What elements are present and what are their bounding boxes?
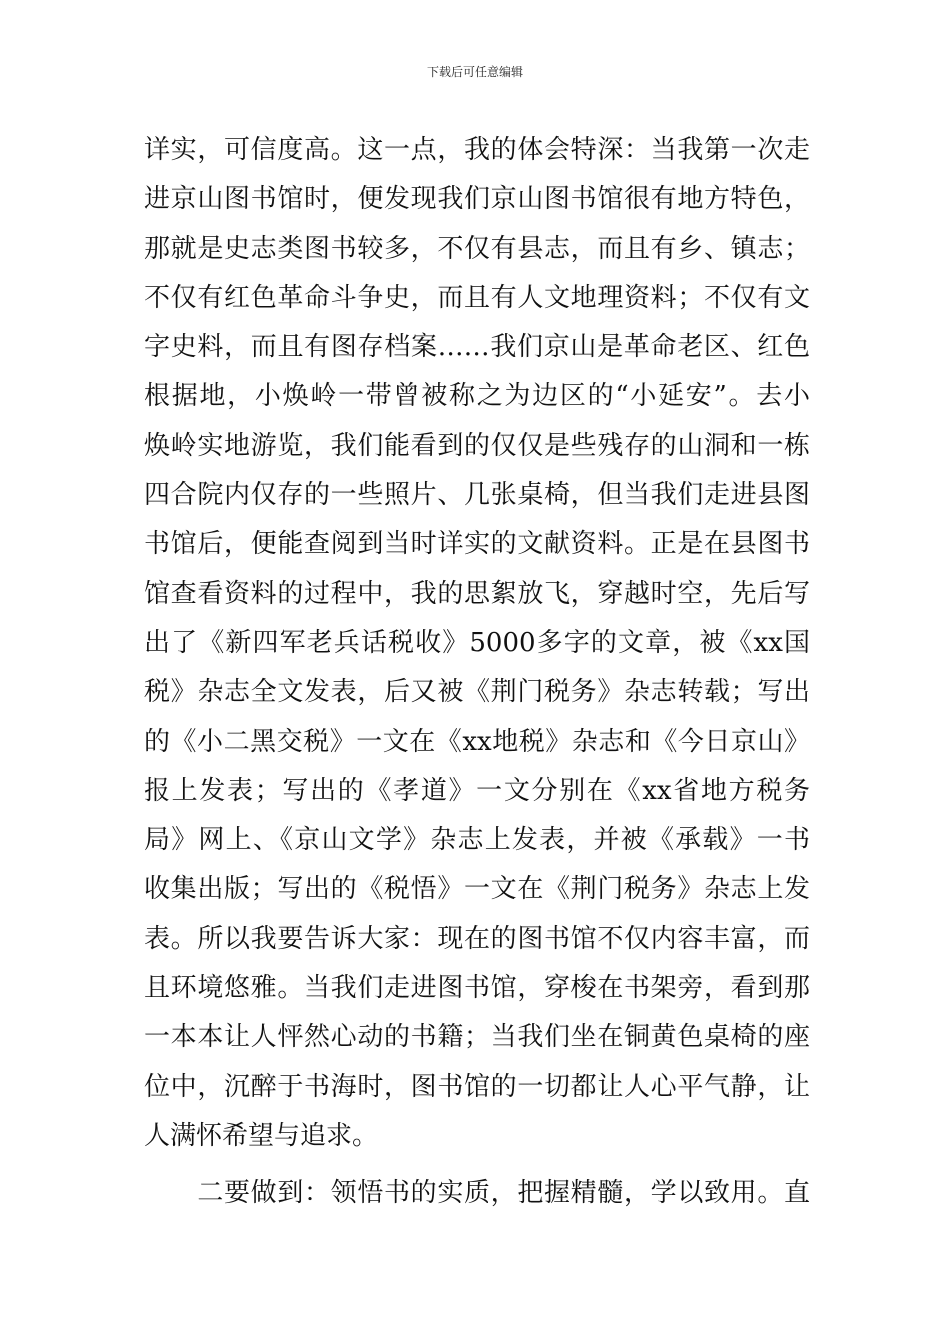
text-line: 一本本让人怦然心动的书籍；当我们坐在铜黄色桌椅的座 bbox=[144, 1022, 810, 1053]
paragraph-1 bbox=[144, 126, 810, 1161]
paragraph-2 bbox=[144, 1169, 810, 1218]
text-line: 进京山图书馆时，便发现我们京山图书馆很有地方特色， bbox=[144, 184, 810, 215]
page-header: 下载后可任意编辑 bbox=[426, 65, 523, 79]
text-line: 二要做到：领悟书的实质，把握精髓，学以致用。直 bbox=[144, 1178, 810, 1209]
text-line: 不仅有红色革命斗争史，而且有人文地理资料；不仅有文 bbox=[144, 282, 810, 313]
text-line: 焕岭实地游览，我们能看到的仅仅是些残存的山洞和一栋 bbox=[144, 430, 810, 461]
text-line: 那就是史志类图书较多，不仅有县志，而且有乡、镇志； bbox=[144, 233, 810, 264]
text-line: 详实，可信度高。这一点，我的体会特深：当我第一次走 bbox=[144, 135, 810, 165]
text-line: 位中，沉醉于书海时，图书馆的一切都让人心平气静，让 bbox=[144, 1071, 810, 1102]
text-line: 人满怀希望与追求。 bbox=[144, 1120, 379, 1151]
text-line: 字史料，而且有图存档案……我们京山是革命老区、红色 bbox=[144, 332, 810, 363]
text-line: 收集出版；写出的《税悟》一文在《荆门税务》杂志上发 bbox=[144, 874, 810, 905]
document-body bbox=[144, 126, 810, 1219]
text-line: 根据地，小焕岭一带曾被称之为边区的“小延安”。去小 bbox=[144, 381, 810, 412]
text-line: 局》网上、《京山文学》杂志上发表，并被《承载》一书 bbox=[144, 825, 810, 856]
text-line: 出了《新四军老兵话税收》5000多字的文章，被《xx国 bbox=[144, 627, 810, 658]
text-line: 书馆后，便能查阅到当时详实的文献资料。正是在县图书 bbox=[144, 529, 810, 560]
text-line: 表。所以我要告诉大家：现在的图书馆不仅内容丰富，而 bbox=[144, 923, 810, 954]
text-line: 馆查看资料的过程中，我的思絮放飞，穿越时空，先后写 bbox=[144, 578, 810, 609]
text-line: 的《小二黑交税》一文在《xx地税》杂志和《今日京山》 bbox=[144, 726, 810, 757]
text-line: 税》杂志全文发表，后又被《荆门税务》杂志转载；写出 bbox=[144, 677, 810, 708]
text-line: 四合院内仅存的一些照片、几张桌椅，但当我们走进县图 bbox=[144, 480, 810, 511]
text-line: 报上发表；写出的《孝道》一文分别在《xx省地方税务 bbox=[144, 775, 810, 806]
text-line: 且环境悠雅。当我们走进图书馆，穿梭在书架旁，看到那 bbox=[144, 973, 810, 1004]
